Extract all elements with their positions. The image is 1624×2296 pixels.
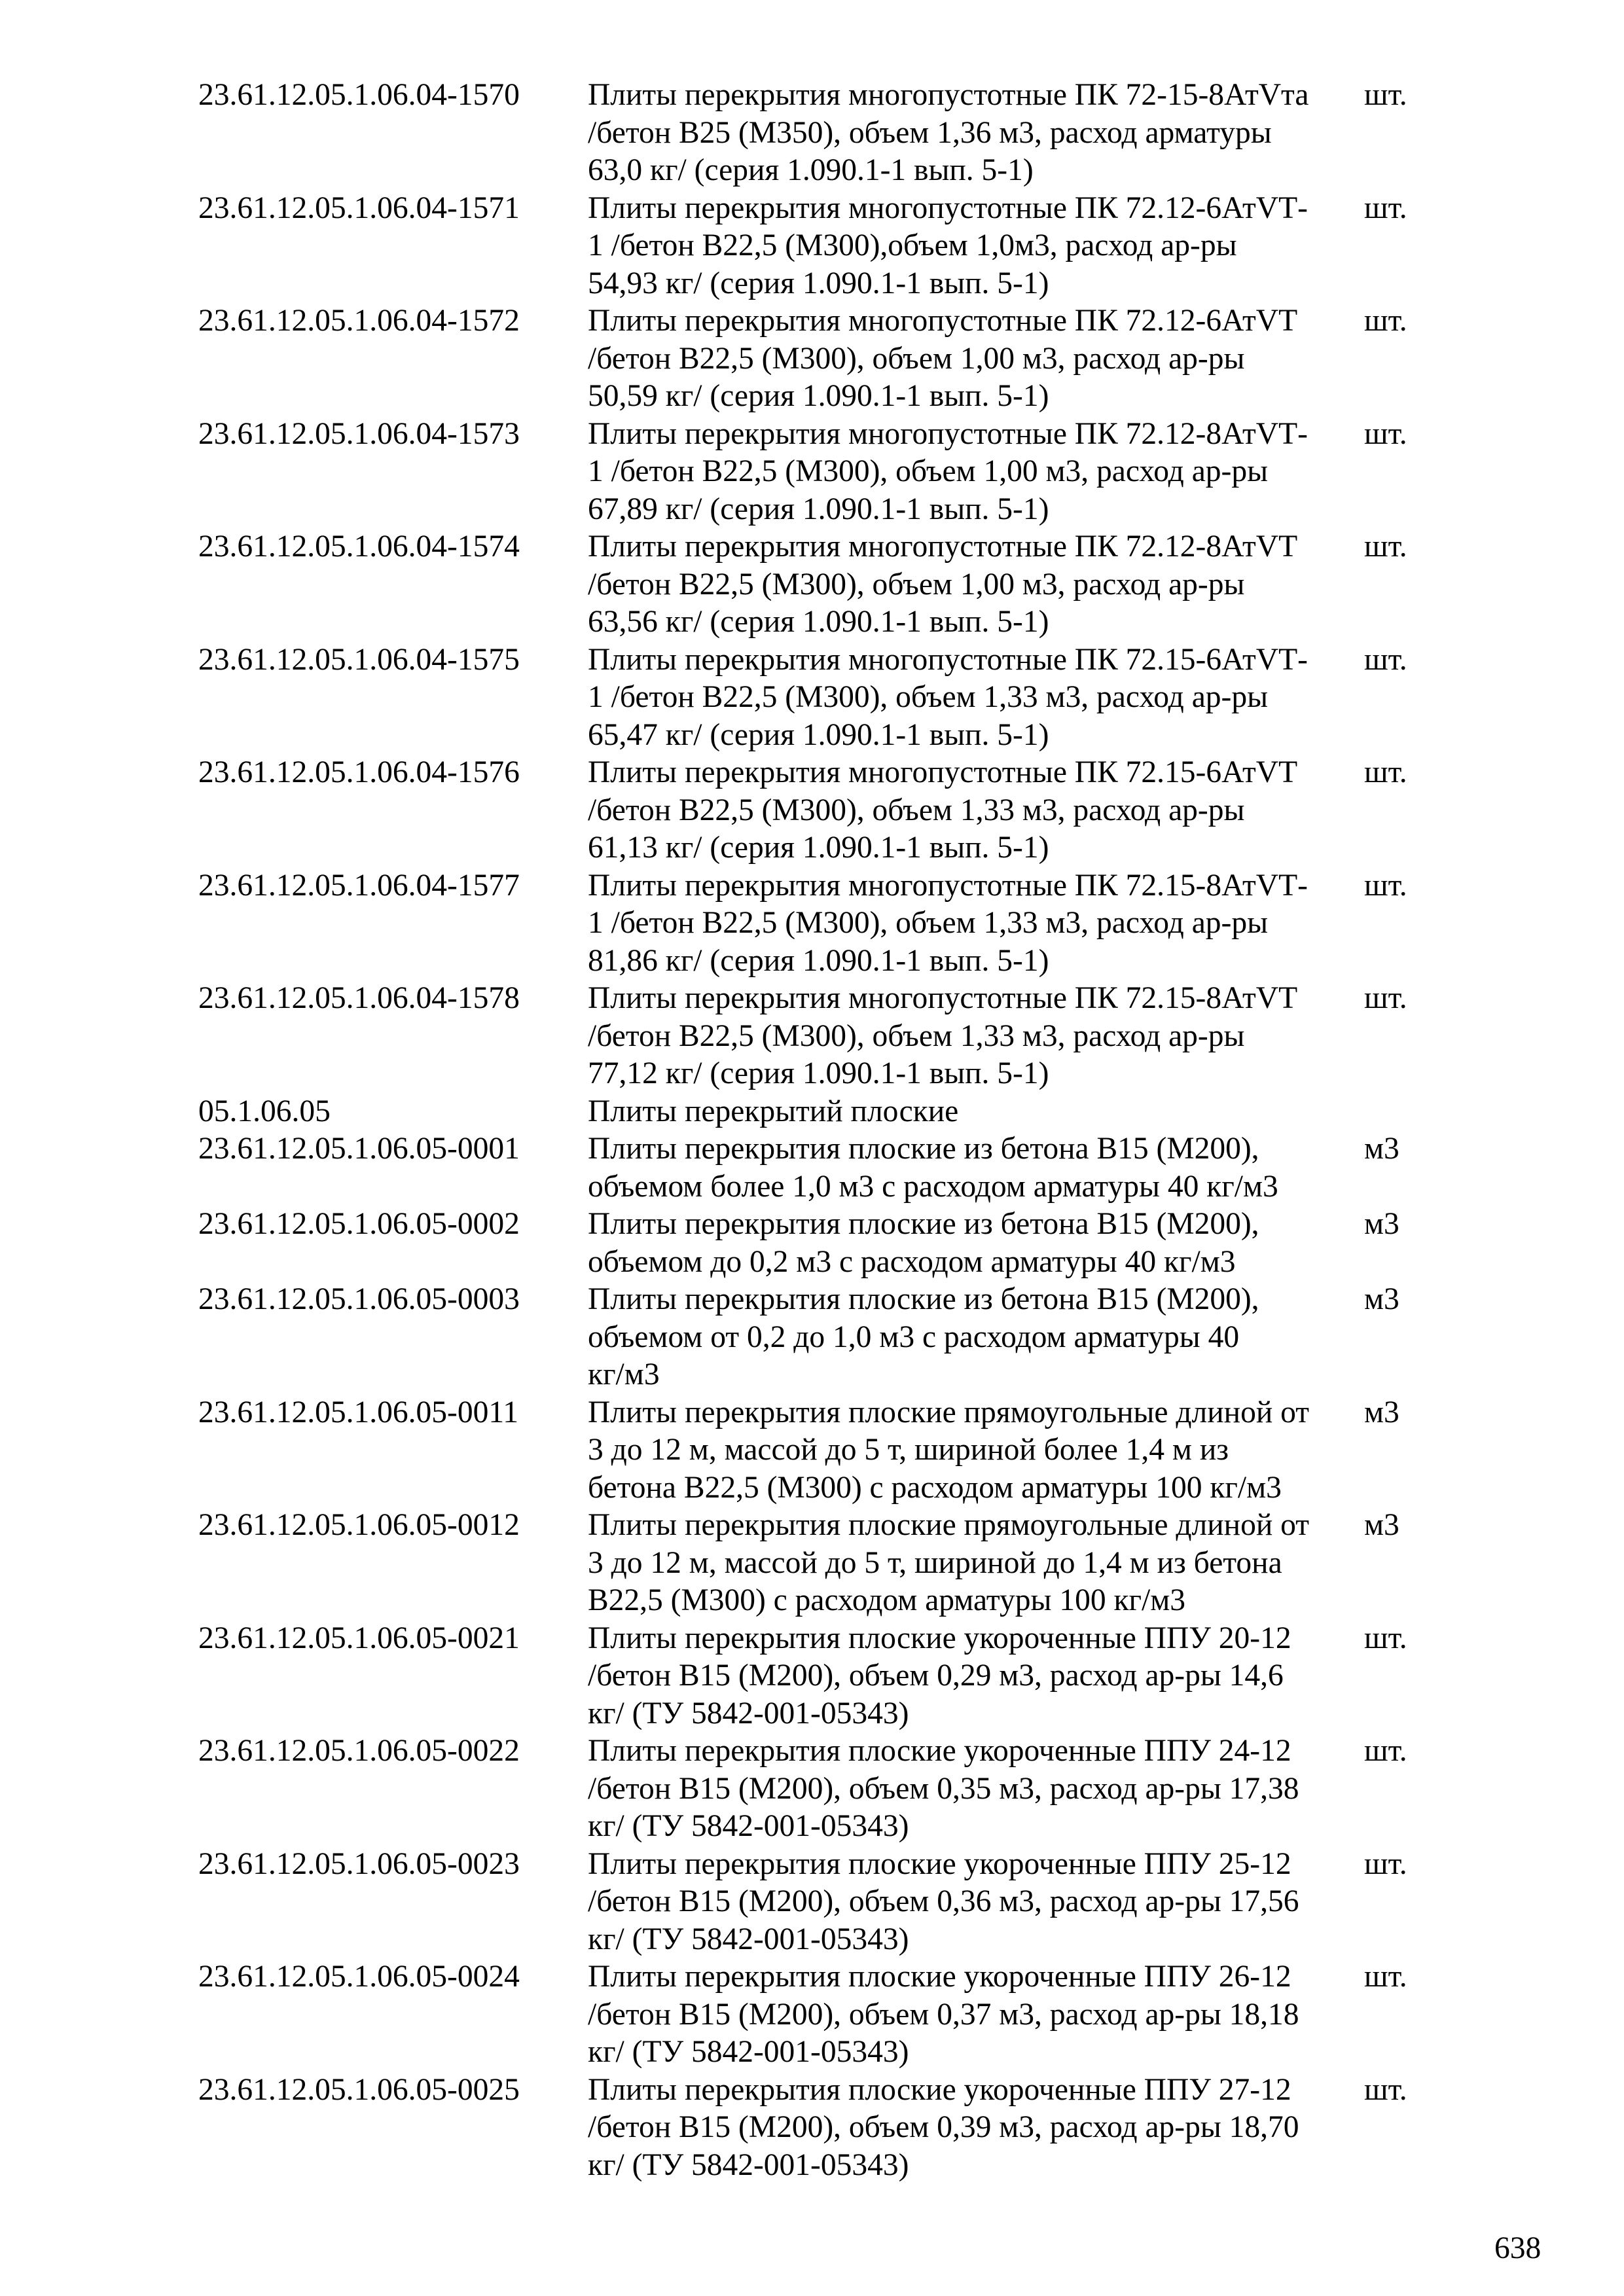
description-line: /бетон В15 (М200), объем 0,29 м3, расход ар-ры 14,6 <box>588 1659 1284 1693</box>
unit-of-measure: м3 <box>1364 1508 1399 1542</box>
description-line: Плиты перекрытия плоские укороченные ППУ 27-12 <box>588 2072 1291 2107</box>
resource-description <box>588 1281 1360 1394</box>
unit-of-measure: м3 <box>1364 1132 1399 1166</box>
resource-code: 23.61.12.05.1.06.05-0011 <box>198 1395 519 1429</box>
description-line: объемом до 0,2 м3 с расходом арматуры 40 кг/м3 <box>588 1244 1236 1279</box>
unit-of-measure: шт. <box>1364 416 1407 451</box>
description-line: объемом более 1,0 м3 с расходом арматуры 40 кг/м3 <box>588 1169 1278 1204</box>
description-line: 3 до 12 м, массой до 5 т, шириной до 1,4 м из бетона <box>588 1545 1282 1580</box>
description-line: кг/м3 <box>588 1357 660 1391</box>
description-line: 1 /бетон В22,5 (М300), объем 1,33 м3, расход ар-ры <box>588 906 1269 940</box>
resource-description <box>588 1620 1360 1733</box>
resource-code: 23.61.12.05.1.06.04-1577 <box>198 868 520 903</box>
resource-description <box>588 867 1360 980</box>
description-line: Плиты перекрытия многопустотные ПК 72.15-8АтVТ <box>588 981 1298 1015</box>
description-line: /бетон В15 (М200), объем 0,39 м3, расход ар-ры 18,70 <box>588 2110 1299 2144</box>
resource-code: 23.61.12.05.1.06.05-0012 <box>198 1508 520 1542</box>
page-number: 638 <box>1494 2231 1542 2265</box>
description-line: кг/ (ТУ 5842-001-05343) <box>588 1696 909 1731</box>
description-line: кг/ (ТУ 5842-001-05343) <box>588 1809 909 1843</box>
description-line: В22,5 (М300) с расходом арматуры 100 кг/м3 <box>588 1583 1186 1617</box>
unit-of-measure: шт. <box>1364 755 1407 789</box>
description-line: Плиты перекрытия многопустотные ПК 72.15-8АтVТ- <box>588 868 1308 903</box>
description-line: /бетон В22,5 (М300), объем 1,33 м3, расход ар-ры <box>588 1018 1245 1053</box>
resource-code: 23.61.12.05.1.06.04-1578 <box>198 981 520 1015</box>
unit-of-measure: м3 <box>1364 1395 1399 1429</box>
description-line: Плиты перекрытия плоские укороченные ППУ 26-12 <box>588 1960 1291 1994</box>
description-line: бетона В22,5 (М300) с расходом арматуры 100 кг/м3 <box>588 1470 1282 1505</box>
description-line: 61,13 кг/ (серия 1.090.1-1 вып. 5-1) <box>588 831 1049 865</box>
description-line: Плиты перекрытия многопустотные ПК 72.12-8АтVТ <box>588 529 1298 564</box>
description-line: Плиты перекрытия плоские из бетона В15 (М200), <box>588 1132 1259 1166</box>
resource-code: 23.61.12.05.1.06.05-0002 <box>198 1207 520 1241</box>
description-line: 3 до 12 м, массой до 5 т, шириной более 1,4 м из <box>588 1433 1229 1467</box>
resource-code: 23.61.12.05.1.06.04-1575 <box>198 642 520 677</box>
resource-code: 23.61.12.05.1.06.04-1574 <box>198 529 520 564</box>
resource-description <box>588 1130 1360 1206</box>
unit-of-measure: шт. <box>1364 529 1407 564</box>
unit-of-measure: шт. <box>1364 642 1407 677</box>
resource-description <box>588 416 1360 529</box>
description-line: /бетон В15 (М200), объем 0,37 м3, расход ар-ры 18,18 <box>588 1997 1299 2032</box>
resource-description <box>588 1093 1360 1131</box>
resource-description <box>588 1846 1360 1959</box>
description-line: Плиты перекрытия многопустотные ПК 72.15-6АтVТ <box>588 755 1298 789</box>
resource-description <box>588 528 1360 641</box>
resource-code: 23.61.12.05.1.06.04-1573 <box>198 416 520 451</box>
description-line: /бетон В22,5 (М300), объем 1,33 м3, расход ар-ры <box>588 793 1245 827</box>
resource-code: 23.61.12.05.1.06.05-0003 <box>198 1282 520 1316</box>
resource-description <box>588 2072 1360 2185</box>
resource-code: 23.61.12.05.1.06.04-1572 <box>198 304 520 338</box>
resource-code: 23.61.12.05.1.06.05-0001 <box>198 1132 520 1166</box>
description-line: Плиты перекрытия плоские прямоугольные длиной от <box>588 1395 1310 1429</box>
unit-of-measure: шт. <box>1364 304 1407 338</box>
description-line: Плиты перекрытия многопустотные ПК 72.12-6АтVТ <box>588 304 1298 338</box>
resource-code: 23.61.12.05.1.06.04-1571 <box>198 190 520 225</box>
description-line: /бетон В15 (М200), объем 0,36 м3, расход ар-ры 17,56 <box>588 1884 1299 1918</box>
description-line: 63,56 кг/ (серия 1.090.1-1 вып. 5-1) <box>588 605 1049 639</box>
description-line: /бетон В25 (М350), объем 1,36 м3, расход арматуры <box>588 115 1272 150</box>
unit-of-measure: м3 <box>1364 1207 1399 1241</box>
description-line: Плиты перекрытия плоские укороченные ППУ 25-12 <box>588 1846 1291 1881</box>
description-line: /бетон В22,5 (М300), объем 1,00 м3, расход ар-ры <box>588 341 1245 376</box>
resource-description <box>588 1507 1360 1620</box>
resource-description <box>588 1206 1360 1281</box>
description-line: кг/ (ТУ 5842-001-05343) <box>588 1922 909 1956</box>
description-line: 1 /бетон В22,5 (М300),объем 1,0м3, расход ар-ры <box>588 228 1237 262</box>
description-line: 67,89 кг/ (серия 1.090.1-1 вып. 5-1) <box>588 492 1049 526</box>
description-line: Плиты перекрытия многопустотные ПК 72-15-8АтVта <box>588 78 1309 112</box>
unit-of-measure: шт. <box>1364 1621 1407 1655</box>
unit-of-measure: шт. <box>1364 2072 1407 2107</box>
unit-of-measure: шт. <box>1364 1734 1407 1768</box>
description-line: /бетон В15 (М200), объем 0,35 м3, расход ар-ры 17,38 <box>588 1771 1299 1806</box>
description-line: 65,47 кг/ (серия 1.090.1-1 вып. 5-1) <box>588 717 1049 752</box>
description-line: Плиты перекрытия многопустотные ПК 72.12-6АтVТ- <box>588 190 1308 225</box>
description-line: 1 /бетон В22,5 (М300), объем 1,00 м3, расход ар-ры <box>588 454 1269 488</box>
unit-of-measure: шт. <box>1364 190 1407 225</box>
description-line: Плиты перекрытия многопустотные ПК 72.15-6АтVТ- <box>588 642 1308 677</box>
description-line: Плиты перекрытия плоские укороченные ППУ 20-12 <box>588 1621 1291 1655</box>
description-line: кг/ (ТУ 5842-001-05343) <box>588 2035 909 2069</box>
unit-of-measure: м3 <box>1364 1282 1399 1316</box>
description-line: Плиты перекрытия плоские укороченные ППУ 24-12 <box>588 1734 1291 1768</box>
description-line: Плиты перекрытия плоские из бетона В15 (М200), <box>588 1207 1259 1241</box>
resource-code: 23.61.12.05.1.06.05-0022 <box>198 1734 520 1768</box>
resource-code: 23.61.12.05.1.06.05-0021 <box>198 1621 520 1655</box>
description-line: 81,86 кг/ (серия 1.090.1-1 вып. 5-1) <box>588 943 1049 978</box>
resource-description <box>588 641 1360 755</box>
unit-of-measure: шт. <box>1364 981 1407 1015</box>
description-line: 1 /бетон В22,5 (М300), объем 1,33 м3, расход ар-ры <box>588 680 1269 714</box>
unit-of-measure: шт. <box>1364 78 1407 112</box>
description-line: Плиты перекрытия плоские из бетона В15 (М200), <box>588 1282 1259 1316</box>
description-line: 50,59 кг/ (серия 1.090.1-1 вып. 5-1) <box>588 379 1049 413</box>
resource-code: 23.61.12.05.1.06.05-0024 <box>198 1960 520 1994</box>
resource-code: 23.61.12.05.1.06.05-0023 <box>198 1846 520 1881</box>
unit-of-measure: шт. <box>1364 1846 1407 1881</box>
description-line: 63,0 кг/ (серия 1.090.1-1 вып. 5-1) <box>588 153 1034 187</box>
resource-description <box>588 302 1360 416</box>
resource-description <box>588 754 1360 867</box>
description-line: /бетон В22,5 (М300), объем 1,00 м3, расход ар-ры <box>588 567 1245 601</box>
resource-code: 23.61.12.05.1.06.05-0025 <box>198 2072 520 2107</box>
resource-description <box>588 77 1360 190</box>
resource-description <box>588 190 1360 303</box>
resource-description <box>588 1394 1360 1507</box>
description-line: Плиты перекрытия плоские прямоугольные длиной от <box>588 1508 1310 1542</box>
description-line: Плиты перекрытия многопустотные ПК 72.12-8АтVТ- <box>588 416 1308 451</box>
resource-description <box>588 1732 1360 1846</box>
description-line: 77,12 кг/ (серия 1.090.1-1 вып. 5-1) <box>588 1056 1049 1090</box>
resource-code: 05.1.06.05 <box>198 1094 331 1128</box>
resource-description <box>588 980 1360 1093</box>
description-line: кг/ (ТУ 5842-001-05343) <box>588 2147 909 2182</box>
description-line: 54,93 кг/ (серия 1.090.1-1 вып. 5-1) <box>588 266 1049 300</box>
description-line: объемом от 0,2 до 1,0 м3 с расходом арматуры 40 <box>588 1319 1240 1354</box>
resource-description <box>588 1958 1360 2072</box>
unit-of-measure: шт. <box>1364 1960 1407 1994</box>
resource-code: 23.61.12.05.1.06.04-1576 <box>198 755 520 789</box>
unit-of-measure: шт. <box>1364 868 1407 903</box>
resource-code: 23.61.12.05.1.06.04-1570 <box>198 78 520 112</box>
description-line: Плиты перекрытий плоские <box>588 1094 959 1128</box>
